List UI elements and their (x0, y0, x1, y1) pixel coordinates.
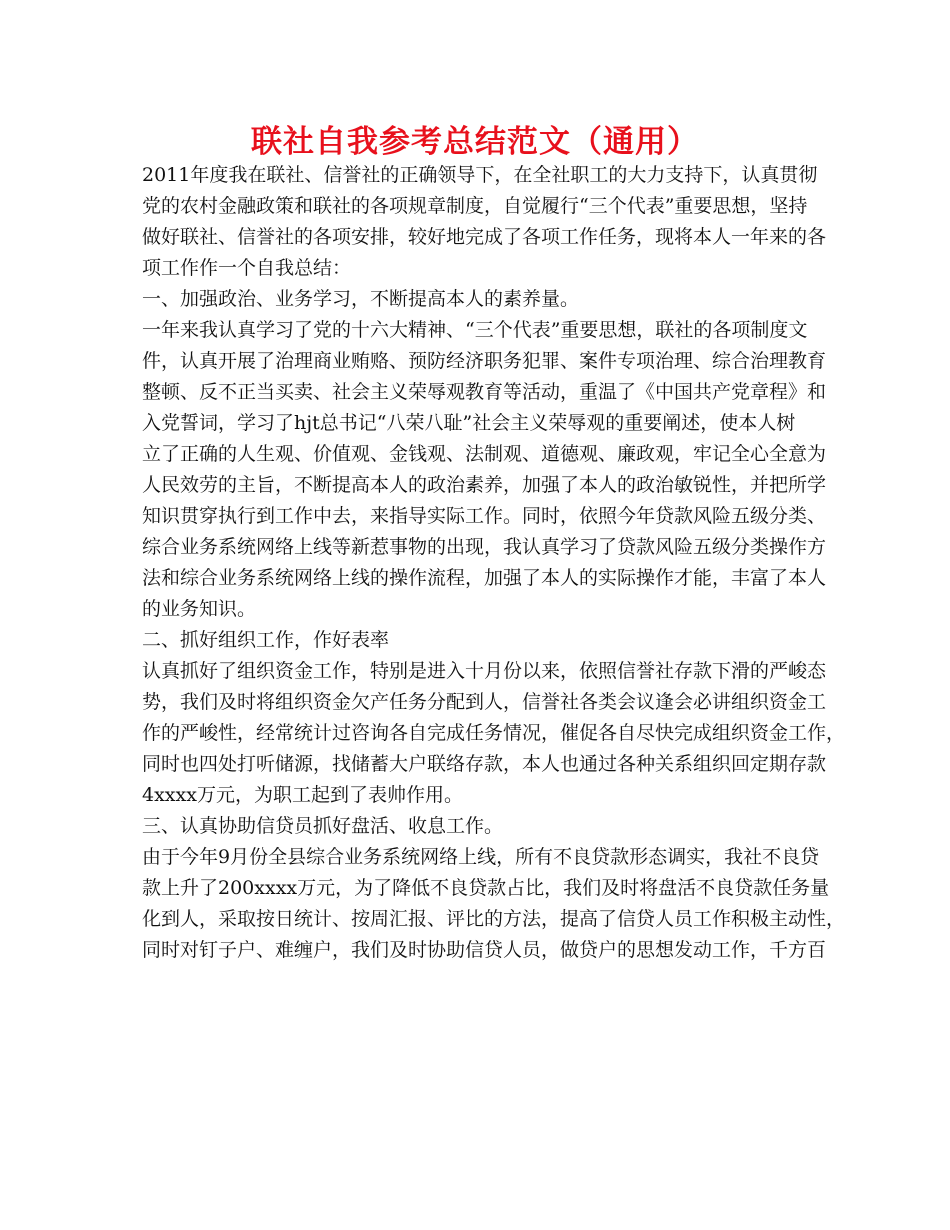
body-line: 人民效劳的主旨，不断提高本人的政治素养，加强了本人的政治敏锐性，并把所学 (142, 474, 827, 496)
body-line: 的业务知识。 (142, 598, 257, 620)
body-line: 认真抓好了组织资金工作，特别是进入十月份以来，依照信誉社存款下滑的严峻态 (142, 660, 827, 682)
body-line: 做好联社、信誉社的各项安排，较好地完成了各项工作任务，现将本人一年来的各 (142, 226, 827, 248)
body-line: 法和综合业务系统网络上线的操作流程，加强了本人的实际操作才能，丰富了本人 (142, 567, 827, 589)
section-heading: 三、认真协助信贷员抓好盘活、收息工作。 (142, 815, 504, 837)
body-line: 项工作作一个自我总结： (142, 257, 352, 279)
section-heading: 二、抓好组织工作，作好表率 (142, 629, 390, 651)
body-line: 一年来我认真学习了党的十六大精神、“三个代表”重要思想，联社的各项制度文 (142, 319, 808, 341)
body-line: 入党誓词，学习了hjt总书记“八荣八耻”社会主义荣辱观的重要阐述，使本人树 (142, 412, 796, 434)
body-line: 4xxxx万元，为职工起到了表帅作用。 (142, 784, 463, 806)
section-heading: 一、加强政治、业务学习，不断提高本人的素养量。 (142, 288, 580, 310)
body-line: 款上升了200xxxx万元，为了降低不良贷款占比，我们及时将盘活不良贷款任务量 (142, 877, 830, 899)
body-line: 作的严峻性，经常统计过咨询各自完成任务情况，催促各自尽快完成组织资金工作， (142, 722, 846, 744)
document-body (142, 160, 846, 966)
body-line: 由于今年9月份全县综合业务系统网络上线，所有不良贷款形态调实，我社不良贷 (142, 846, 820, 868)
body-line: 势，我们及时将组织资金欠产任务分配到人，信誉社各类会议逢会必讲组织资金工 (142, 691, 827, 713)
body-line: 化到人，采取按日统计、按周汇报、评比的方法，提高了信贷人员工作积极主动性， (142, 908, 846, 930)
document-title: 联社自我参考总结范文（通用） (251, 124, 699, 160)
body-line: 同时也四处打听储源，找储蓄大户联络存款，本人也通过各种关系组织回定期存款 (142, 753, 827, 775)
body-line: 立了正确的人生观、价值观、金钱观、法制观、道德观、廉政观，牢记全心全意为 (142, 443, 827, 465)
body-line: 2011年度我在联社、信誉社的正确领导下，在全社职工的大力支持下，认真贯彻 (142, 164, 818, 186)
body-line: 同时对钉子户、难缠户，我们及时协助信贷人员，做贷户的思想发动工作，千方百 (142, 939, 827, 961)
body-line: 综合业务系统网络上线等新惹事物的出现，我认真学习了贷款风险五级分类操作方 (142, 536, 827, 558)
body-line: 件，认真开展了治理商业贿赂、预防经济职务犯罪、案件专项治理、综合治理教育 (142, 350, 827, 372)
body-line: 知识贯穿执行到工作中去，来指导实际工作。同时，依照今年贷款风险五级分类、 (142, 505, 827, 527)
body-line: 整顿、反不正当买卖、社会主义荣辱观教育等活动，重温了《中国共产党章程》和 (142, 381, 827, 403)
body-line: 党的农村金融政策和联社的各项规章制度，自觉履行“三个代表”重要思想，坚持 (142, 195, 808, 217)
